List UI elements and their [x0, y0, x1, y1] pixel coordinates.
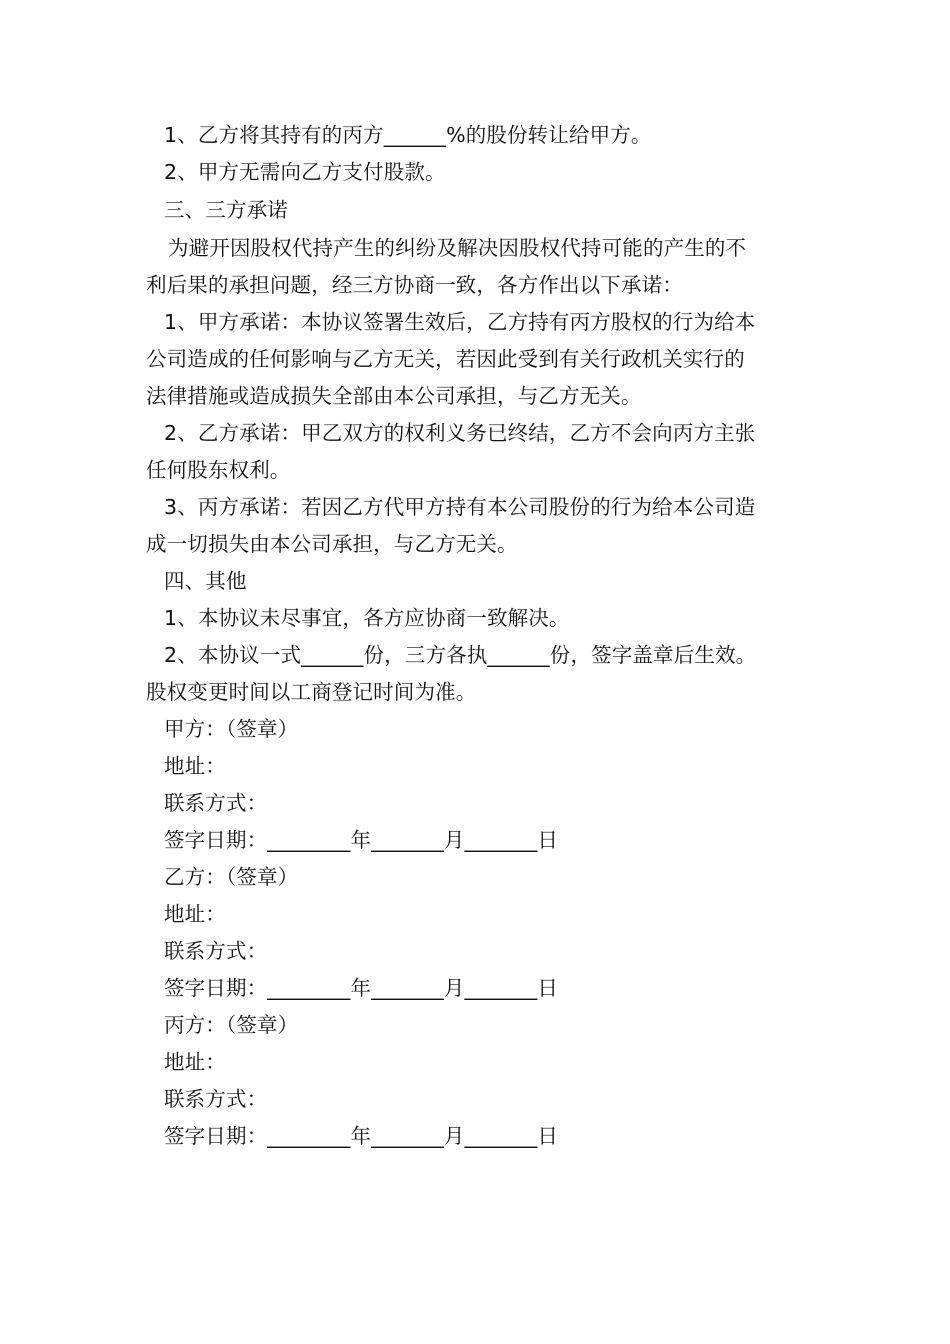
- other-clause-2-line-1: 2、本协议一式______份，三方各执______份，签字盖章后生效。: [164, 643, 757, 667]
- promise-2-line-2: 任何股东权利。: [146, 458, 291, 482]
- party-a-contact: 联系方式：: [164, 791, 268, 815]
- party-a-sign-date: 签字日期：________年_______月_______日: [164, 828, 558, 852]
- promise-1-line-1: 1、甲方承诺：本协议签署生效后，乙方持有丙方股权的行为给本: [164, 310, 756, 334]
- party-b-label: 乙方：（签章）: [164, 865, 299, 889]
- promise-1-line-2: 公司造成的任何影响与乙方无关，若因此受到有关行政机关实行的: [146, 347, 745, 371]
- transfer-clause-2: 2、甲方无需向乙方支付股款。: [164, 160, 446, 184]
- party-c-label: 丙方：（签章）: [164, 1013, 299, 1037]
- promise-3-line-1: 3、丙方承诺：若因乙方代甲方持有本公司股份的行为给本公司造: [164, 495, 756, 519]
- party-a-label: 甲方：（签章）: [164, 717, 299, 741]
- other-clause-1: 1、本协议未尽事宜，各方应协商一致解决。: [164, 606, 570, 630]
- transfer-clause-1: 1、乙方将其持有的丙方______%的股份转让给甲方。: [164, 123, 652, 147]
- section-three-heading: 三、三方承诺: [164, 198, 288, 222]
- section-three-intro-line-2: 利后果的承担问题，经三方协商一致，各方作出以下承诺：: [146, 273, 683, 297]
- party-b-address: 地址：: [164, 902, 226, 926]
- party-b-sign-date: 签字日期：________年_______月_______日: [164, 976, 558, 1000]
- section-three-intro-line-1: 为避开因股权代持产生的纠纷及解决因股权代持可能的产生的不: [168, 236, 747, 260]
- promise-2-line-1: 2、乙方承诺：甲乙双方的权利义务已终结，乙方不会向丙方主张: [164, 421, 756, 445]
- promise-1-line-3: 法律措施或造成损失全部由本公司承担，与乙方无关。: [146, 384, 642, 408]
- party-c-address: 地址：: [164, 1050, 226, 1074]
- party-c-sign-date: 签字日期：________年_______月_______日: [164, 1124, 558, 1148]
- promise-3-line-2: 成一切损失由本公司承担，与乙方无关。: [146, 532, 518, 556]
- party-c-contact: 联系方式：: [164, 1087, 268, 1111]
- other-clause-2-line-2: 股权变更时间以工商登记时间为准。: [146, 680, 477, 704]
- party-b-contact: 联系方式：: [164, 939, 268, 963]
- party-a-address: 地址：: [164, 754, 226, 778]
- section-four-heading: 四、其他: [164, 569, 247, 593]
